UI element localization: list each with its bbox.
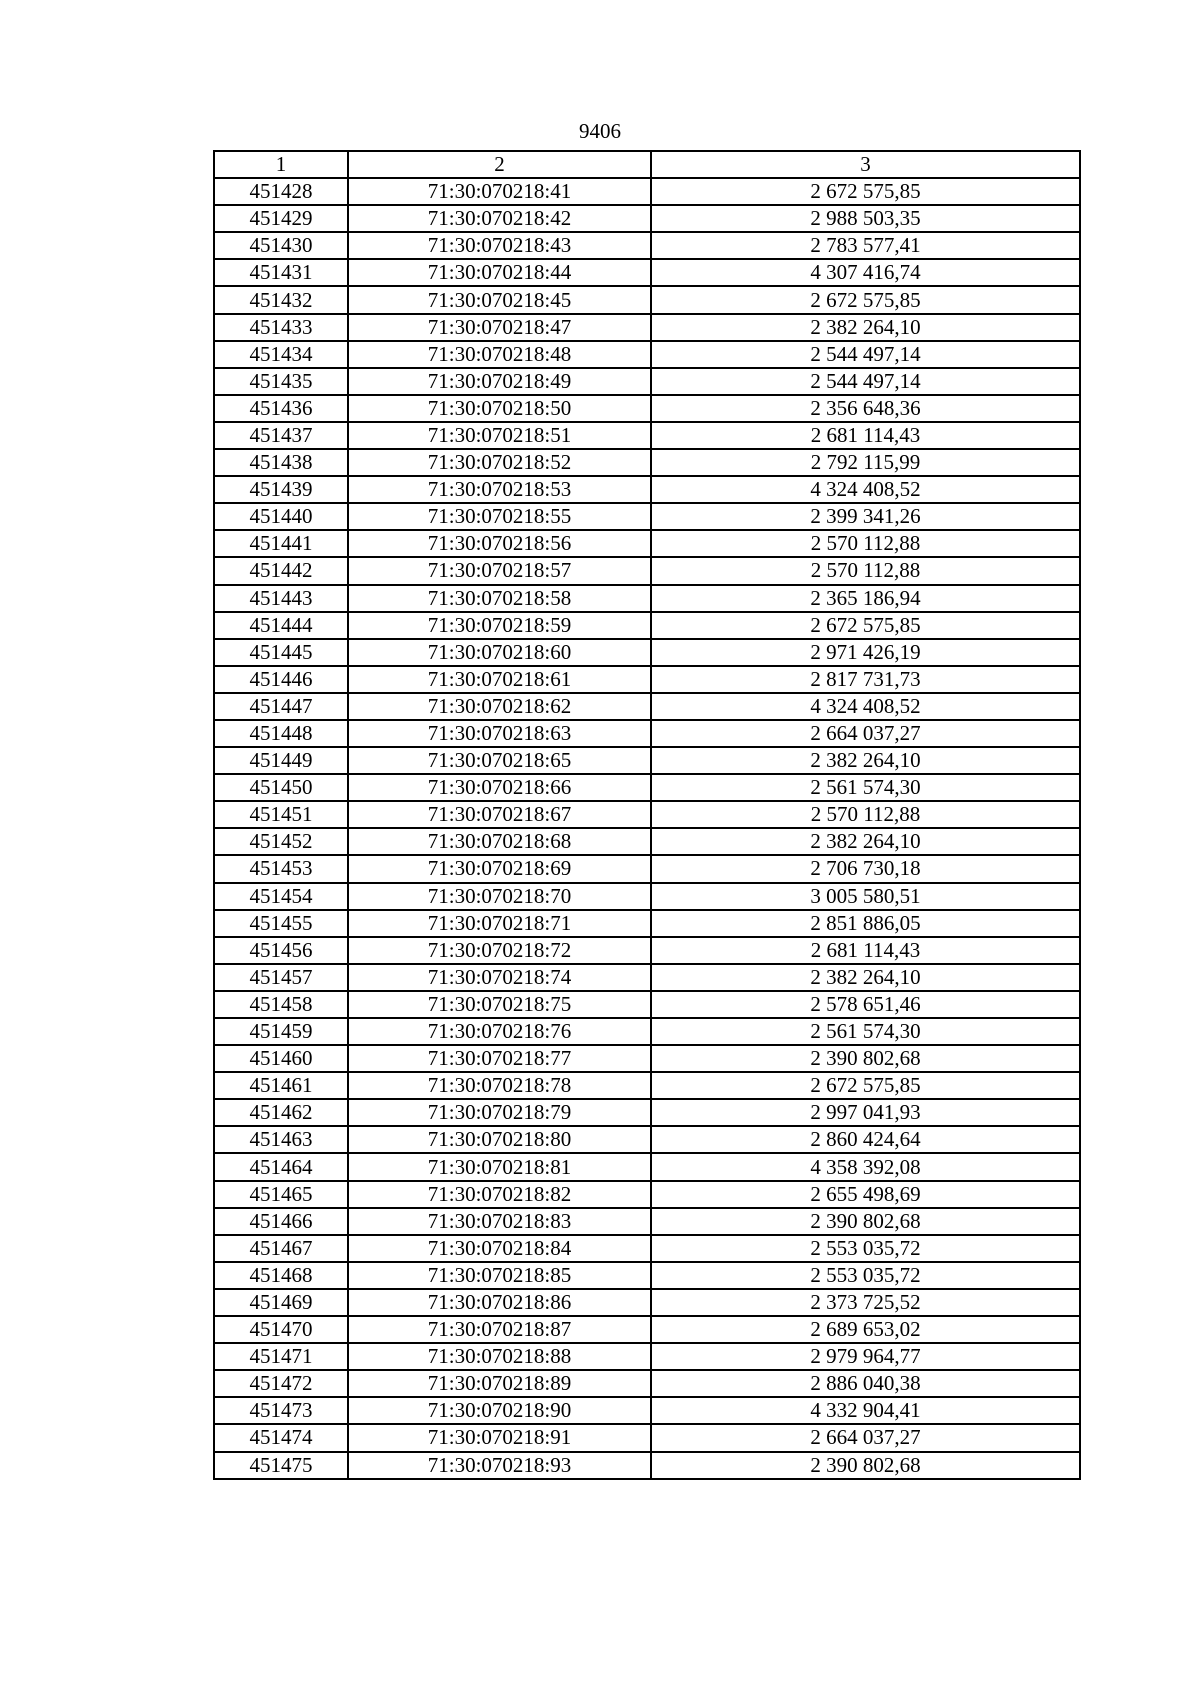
row-number-cell: 451464: [214, 1153, 348, 1180]
row-number-cell: 451458: [214, 991, 348, 1018]
table-row: [214, 1072, 1080, 1099]
cadastral-value-cell: 2 570 112,88: [651, 801, 1080, 828]
cadastral-number-cell: 71:30:070218:47: [348, 314, 651, 341]
cadastral-number-cell: 71:30:070218:52: [348, 449, 651, 476]
cadastral-value-cell: 2 886 040,38: [651, 1370, 1080, 1397]
row-number-cell: 451434: [214, 341, 348, 368]
row-number-cell: 451440: [214, 503, 348, 530]
cadastral-value-cell: 2 544 497,14: [651, 341, 1080, 368]
cadastral-value-cell: 2 971 426,19: [651, 639, 1080, 666]
cadastral-value-cell: 2 997 041,93: [651, 1099, 1080, 1126]
row-number-cell: 451433: [214, 314, 348, 341]
cadastral-value-cell: 2 664 037,27: [651, 1424, 1080, 1451]
cadastral-number-cell: 71:30:070218:85: [348, 1262, 651, 1289]
table-body: [214, 151, 1080, 1479]
row-number-cell: 451459: [214, 1018, 348, 1045]
cadastral-value-cell: 2 382 264,10: [651, 747, 1080, 774]
cadastral-number-cell: 71:30:070218:49: [348, 368, 651, 395]
cadastral-value-cell: 2 553 035,72: [651, 1262, 1080, 1289]
cadastral-number-cell: 71:30:070218:69: [348, 855, 651, 882]
table-row: [214, 205, 1080, 232]
cadastral-number-cell: 71:30:070218:90: [348, 1397, 651, 1424]
row-number-cell: 451448: [214, 720, 348, 747]
cadastral-number-cell: 71:30:070218:44: [348, 259, 651, 286]
cadastral-number-cell: 71:30:070218:77: [348, 1045, 651, 1072]
cadastral-value-cell: 2 988 503,35: [651, 205, 1080, 232]
row-number-cell: 451455: [214, 910, 348, 937]
row-number-cell: 451472: [214, 1370, 348, 1397]
table-row: [214, 1126, 1080, 1153]
table-row: [214, 774, 1080, 801]
cadastral-value-cell: 2 578 651,46: [651, 991, 1080, 1018]
row-number-cell: 451474: [214, 1424, 348, 1451]
cadastral-value-cell: 2 681 114,43: [651, 422, 1080, 449]
table-row: [214, 1289, 1080, 1316]
row-number-cell: 451442: [214, 557, 348, 584]
cadastral-value-cell: 4 332 904,41: [651, 1397, 1080, 1424]
table-row: [214, 855, 1080, 882]
cadastral-value-cell: 2 979 964,77: [651, 1343, 1080, 1370]
row-number-cell: 451451: [214, 801, 348, 828]
row-number-cell: 451443: [214, 585, 348, 612]
cadastral-number-cell: 71:30:070218:50: [348, 395, 651, 422]
row-number-cell: 451463: [214, 1126, 348, 1153]
row-number-cell: 451475: [214, 1452, 348, 1479]
cadastral-value-cell: 2 792 115,99: [651, 449, 1080, 476]
table-row: [214, 503, 1080, 530]
table-row: [214, 1343, 1080, 1370]
cadastral-number-cell: 71:30:070218:43: [348, 232, 651, 259]
cadastral-value-cell: 2 672 575,85: [651, 178, 1080, 205]
row-number-cell: 451435: [214, 368, 348, 395]
cadastral-value-cell: 2 672 575,85: [651, 612, 1080, 639]
row-number-cell: 451450: [214, 774, 348, 801]
cadastral-value-cell: 2 390 802,68: [651, 1452, 1080, 1479]
cadastral-number-cell: 71:30:070218:79: [348, 1099, 651, 1126]
cadastral-value-cell: 2 851 886,05: [651, 910, 1080, 937]
cadastral-number-cell: 71:30:070218:84: [348, 1235, 651, 1262]
cadastral-number-cell: 71:30:070218:60: [348, 639, 651, 666]
cadastral-number-cell: 71:30:070218:56: [348, 530, 651, 557]
row-number-cell: 451457: [214, 964, 348, 991]
row-number-cell: 451471: [214, 1343, 348, 1370]
row-number-cell: 451437: [214, 422, 348, 449]
cadastral-value-cell: 3 005 580,51: [651, 883, 1080, 910]
table-row: [214, 747, 1080, 774]
row-number-cell: 451429: [214, 205, 348, 232]
row-number-cell: 451453: [214, 855, 348, 882]
table-row: [214, 1452, 1080, 1479]
cadastral-number-cell: 71:30:070218:61: [348, 666, 651, 693]
cadastral-value-cell: 2 382 264,10: [651, 314, 1080, 341]
cadastral-number-cell: 71:30:070218:63: [348, 720, 651, 747]
table-row: [214, 1370, 1080, 1397]
cadastral-number-cell: 71:30:070218:59: [348, 612, 651, 639]
row-number-cell: 451447: [214, 693, 348, 720]
table-row: [214, 1153, 1080, 1180]
cadastral-value-cell: 2 706 730,18: [651, 855, 1080, 882]
cadastral-value-cell: 2 860 424,64: [651, 1126, 1080, 1153]
cadastral-value-cell: 2 689 653,02: [651, 1316, 1080, 1343]
cadastral-number-cell: 71:30:070218:71: [348, 910, 651, 937]
table-row: [214, 1099, 1080, 1126]
cadastral-value-cell: 2 399 341,26: [651, 503, 1080, 530]
cadastral-value-cell: 2 783 577,41: [651, 232, 1080, 259]
cadastral-number-cell: 71:30:070218:91: [348, 1424, 651, 1451]
cadastral-value-cell: 4 358 392,08: [651, 1153, 1080, 1180]
row-number-cell: 451473: [214, 1397, 348, 1424]
cadastral-value-cell: 2 365 186,94: [651, 585, 1080, 612]
table-row: [214, 1316, 1080, 1343]
cadastral-value-cell: 2 817 731,73: [651, 666, 1080, 693]
table-row: [214, 720, 1080, 747]
row-number-cell: 451438: [214, 449, 348, 476]
cadastral-value-cell: 2 356 648,36: [651, 395, 1080, 422]
table-row: [214, 395, 1080, 422]
cadastral-value-cell: 4 307 416,74: [651, 259, 1080, 286]
table-row: [214, 1018, 1080, 1045]
table-row: [214, 693, 1080, 720]
row-number-cell: 451432: [214, 286, 348, 313]
row-number-cell: 451446: [214, 666, 348, 693]
cadastral-number-cell: 71:30:070218:80: [348, 1126, 651, 1153]
table-row: [214, 801, 1080, 828]
row-number-cell: 451444: [214, 612, 348, 639]
cadastral-value-cell: 2 390 802,68: [651, 1208, 1080, 1235]
cadastral-number-cell: 71:30:070218:82: [348, 1181, 651, 1208]
row-number-cell: 451469: [214, 1289, 348, 1316]
row-number-cell: 451461: [214, 1072, 348, 1099]
cadastral-value-cell: 2 655 498,69: [651, 1181, 1080, 1208]
row-number-cell: 451439: [214, 476, 348, 503]
table-row: [214, 1397, 1080, 1424]
cadastral-number-cell: 71:30:070218:48: [348, 341, 651, 368]
cadastral-value-cell: 2 681 114,43: [651, 937, 1080, 964]
table-row: [214, 639, 1080, 666]
column-header-3: 3: [651, 151, 1080, 178]
cadastral-value-cell: 2 553 035,72: [651, 1235, 1080, 1262]
cadastral-number-cell: 71:30:070218:45: [348, 286, 651, 313]
table-row: [214, 1235, 1080, 1262]
cadastral-number-cell: 71:30:070218:51: [348, 422, 651, 449]
cadastral-value-cell: 2 382 264,10: [651, 828, 1080, 855]
table-row: [214, 612, 1080, 639]
cadastral-value-cell: 2 561 574,30: [651, 774, 1080, 801]
cadastral-number-cell: 71:30:070218:81: [348, 1153, 651, 1180]
row-number-cell: 451428: [214, 178, 348, 205]
cadastral-number-cell: 71:30:070218:75: [348, 991, 651, 1018]
cadastral-number-cell: 71:30:070218:62: [348, 693, 651, 720]
cadastral-value-cell: 2 672 575,85: [651, 286, 1080, 313]
table-row: [214, 530, 1080, 557]
row-number-cell: 451467: [214, 1235, 348, 1262]
table-row: [214, 585, 1080, 612]
cadastral-value-cell: 2 664 037,27: [651, 720, 1080, 747]
table-row: [214, 910, 1080, 937]
table-row: [214, 991, 1080, 1018]
row-number-cell: 451465: [214, 1181, 348, 1208]
table-row: [214, 557, 1080, 584]
row-number-cell: 451430: [214, 232, 348, 259]
table-row: [214, 666, 1080, 693]
cadastral-value-cell: 2 672 575,85: [651, 1072, 1080, 1099]
row-number-cell: 451462: [214, 1099, 348, 1126]
row-number-cell: 451445: [214, 639, 348, 666]
row-number-cell: 451452: [214, 828, 348, 855]
column-header-1: 1: [214, 151, 348, 178]
cadastral-number-cell: 71:30:070218:41: [348, 178, 651, 205]
cadastral-number-cell: 71:30:070218:53: [348, 476, 651, 503]
row-number-cell: 451470: [214, 1316, 348, 1343]
table-row: [214, 937, 1080, 964]
table-row: [214, 964, 1080, 991]
cadastral-value-cell: 4 324 408,52: [651, 693, 1080, 720]
cadastral-number-cell: 71:30:070218:72: [348, 937, 651, 964]
cadastral-number-cell: 71:30:070218:87: [348, 1316, 651, 1343]
table-row: [214, 422, 1080, 449]
row-number-cell: 451431: [214, 259, 348, 286]
table-row: [214, 178, 1080, 205]
cadastral-number-cell: 71:30:070218:66: [348, 774, 651, 801]
cadastral-value-cell: 2 561 574,30: [651, 1018, 1080, 1045]
column-header-2: 2: [348, 151, 651, 178]
cadastral-value-cell: 2 544 497,14: [651, 368, 1080, 395]
table-header-row: [214, 151, 1080, 178]
row-number-cell: 451436: [214, 395, 348, 422]
table-row: [214, 476, 1080, 503]
table-row: [214, 1208, 1080, 1235]
row-number-cell: 451468: [214, 1262, 348, 1289]
row-number-cell: 451449: [214, 747, 348, 774]
cadastral-number-cell: 71:30:070218:67: [348, 801, 651, 828]
cadastral-number-cell: 71:30:070218:76: [348, 1018, 651, 1045]
cadastral-number-cell: 71:30:070218:42: [348, 205, 651, 232]
row-number-cell: 451466: [214, 1208, 348, 1235]
cadastral-value-cell: 2 382 264,10: [651, 964, 1080, 991]
table-row: [214, 1045, 1080, 1072]
row-number-cell: 451441: [214, 530, 348, 557]
cadastral-number-cell: 71:30:070218:93: [348, 1452, 651, 1479]
page-number: 9406: [579, 119, 621, 143]
table-row: [214, 259, 1080, 286]
row-number-cell: 451460: [214, 1045, 348, 1072]
table-row: [214, 314, 1080, 341]
cadastral-number-cell: 71:30:070218:58: [348, 585, 651, 612]
table-row: [214, 368, 1080, 395]
row-number-cell: 451454: [214, 883, 348, 910]
cadastral-value-cell: 2 373 725,52: [651, 1289, 1080, 1316]
table-row: [214, 1424, 1080, 1451]
row-number-cell: 451456: [214, 937, 348, 964]
cadastral-value-cell: 2 570 112,88: [651, 557, 1080, 584]
cadastral-number-cell: 71:30:070218:88: [348, 1343, 651, 1370]
cadastral-value-cell: 2 570 112,88: [651, 530, 1080, 557]
table-row: [214, 232, 1080, 259]
cadastral-number-cell: 71:30:070218:55: [348, 503, 651, 530]
table-row: [214, 1181, 1080, 1208]
cadastral-number-cell: 71:30:070218:78: [348, 1072, 651, 1099]
table-row: [214, 286, 1080, 313]
cadastral-number-cell: 71:30:070218:86: [348, 1289, 651, 1316]
table-row: [214, 828, 1080, 855]
table-row: [214, 1262, 1080, 1289]
cadastral-number-cell: 71:30:070218:89: [348, 1370, 651, 1397]
cadastral-number-cell: 71:30:070218:68: [348, 828, 651, 855]
table-row: [214, 883, 1080, 910]
cadastral-value-cell: 2 390 802,68: [651, 1045, 1080, 1072]
table-row: [214, 449, 1080, 476]
data-table: [213, 150, 1081, 1480]
cadastral-number-cell: 71:30:070218:83: [348, 1208, 651, 1235]
table-row: [214, 341, 1080, 368]
cadastral-number-cell: 71:30:070218:70: [348, 883, 651, 910]
cadastral-number-cell: 71:30:070218:57: [348, 557, 651, 584]
cadastral-number-cell: 71:30:070218:65: [348, 747, 651, 774]
cadastral-number-cell: 71:30:070218:74: [348, 964, 651, 991]
cadastral-value-cell: 4 324 408,52: [651, 476, 1080, 503]
